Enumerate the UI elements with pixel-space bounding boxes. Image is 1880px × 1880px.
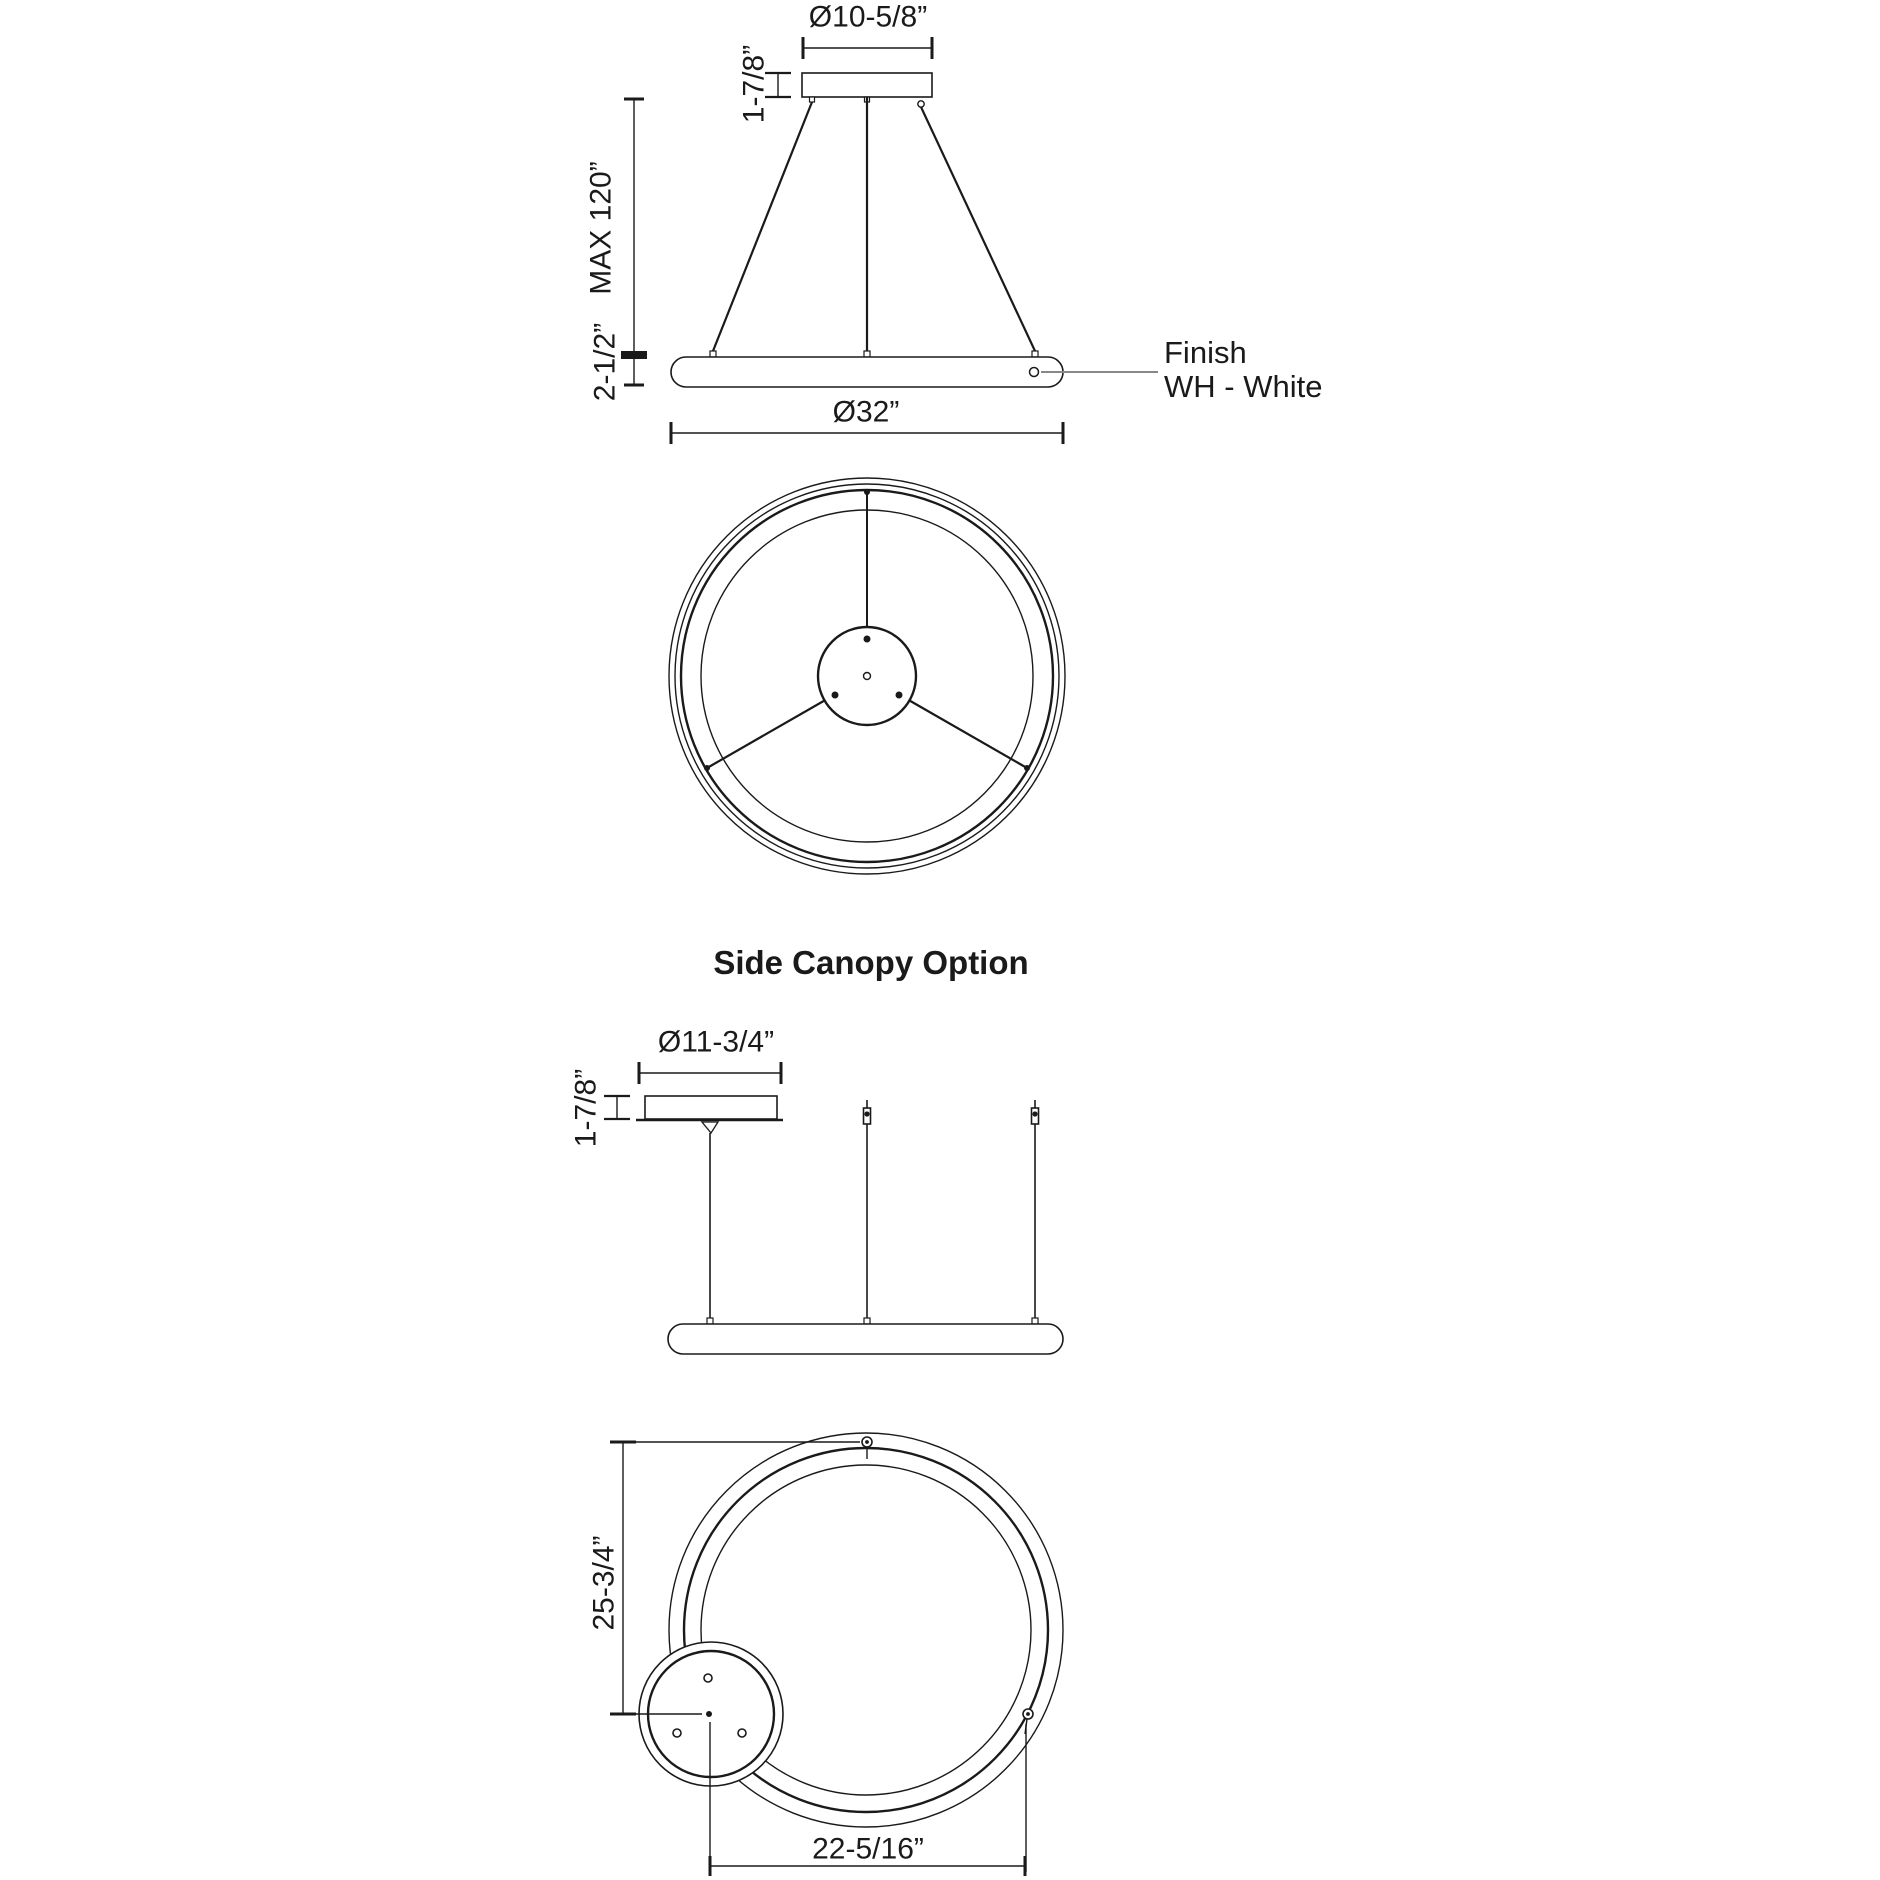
cable-anchor [810, 97, 815, 102]
suspension-height-dimension [621, 99, 647, 385]
canopy-center-point [706, 1711, 712, 1717]
spoke-end [864, 489, 870, 495]
max-suspension-label: MAX 120” [584, 161, 618, 295]
canopy-diameter-label: Ø10-5/8” [808, 0, 928, 34]
vertical-offset-label: 25-3/4” [587, 1535, 621, 1631]
ring-profile [671, 357, 1063, 387]
cable-foot [864, 1318, 870, 1324]
screw [864, 636, 871, 643]
cable-foot [1032, 1318, 1038, 1324]
cable-foot [864, 351, 870, 357]
canopy-height-dimension [604, 1096, 630, 1119]
side-canopy-top-view [610, 1433, 1063, 1876]
canopy-height-label: 1-7/8” [737, 44, 771, 124]
finish-value: WH - White [1164, 369, 1323, 404]
finish-title: Finish [1164, 335, 1247, 370]
ceiling-gripper [864, 1100, 871, 1318]
cable-foot [710, 351, 716, 357]
screw [832, 692, 839, 699]
spoke-end [1024, 765, 1030, 771]
side-canopy-front-view [604, 1062, 1063, 1354]
spoke [910, 701, 1028, 769]
pendant-front-view [621, 37, 1158, 444]
canopy-width-dimension [639, 1062, 781, 1084]
ceiling-gripper [1032, 1100, 1039, 1318]
ring-diameter-label: Ø32” [832, 395, 900, 429]
side-canopy-diameter-label: Ø11-3/4” [657, 1025, 775, 1059]
screw [896, 692, 903, 699]
cable-foot [1032, 351, 1038, 357]
spoke-end [704, 765, 710, 771]
ring-profile [668, 1324, 1063, 1354]
center-hole [864, 673, 871, 680]
cable-foot [707, 1318, 713, 1324]
mounting-hole [1030, 368, 1039, 377]
cable-cone [702, 1122, 718, 1133]
ring-height-label: 2-1/2” [588, 322, 622, 402]
section-title: Side Canopy Option [713, 943, 1029, 981]
canopy-body [802, 73, 932, 97]
spoke [707, 701, 825, 769]
pendant-top-view [669, 478, 1065, 874]
side-canopy-height-label: 1-7/8” [569, 1068, 603, 1148]
cable-adjuster [918, 101, 924, 107]
horizontal-offset-label: 22-5/16” [812, 1832, 924, 1866]
side-canopy-body [645, 1096, 777, 1119]
canopy-width-dimension [803, 37, 932, 59]
suspension-cable [713, 102, 812, 351]
suspension-cable [921, 107, 1035, 351]
